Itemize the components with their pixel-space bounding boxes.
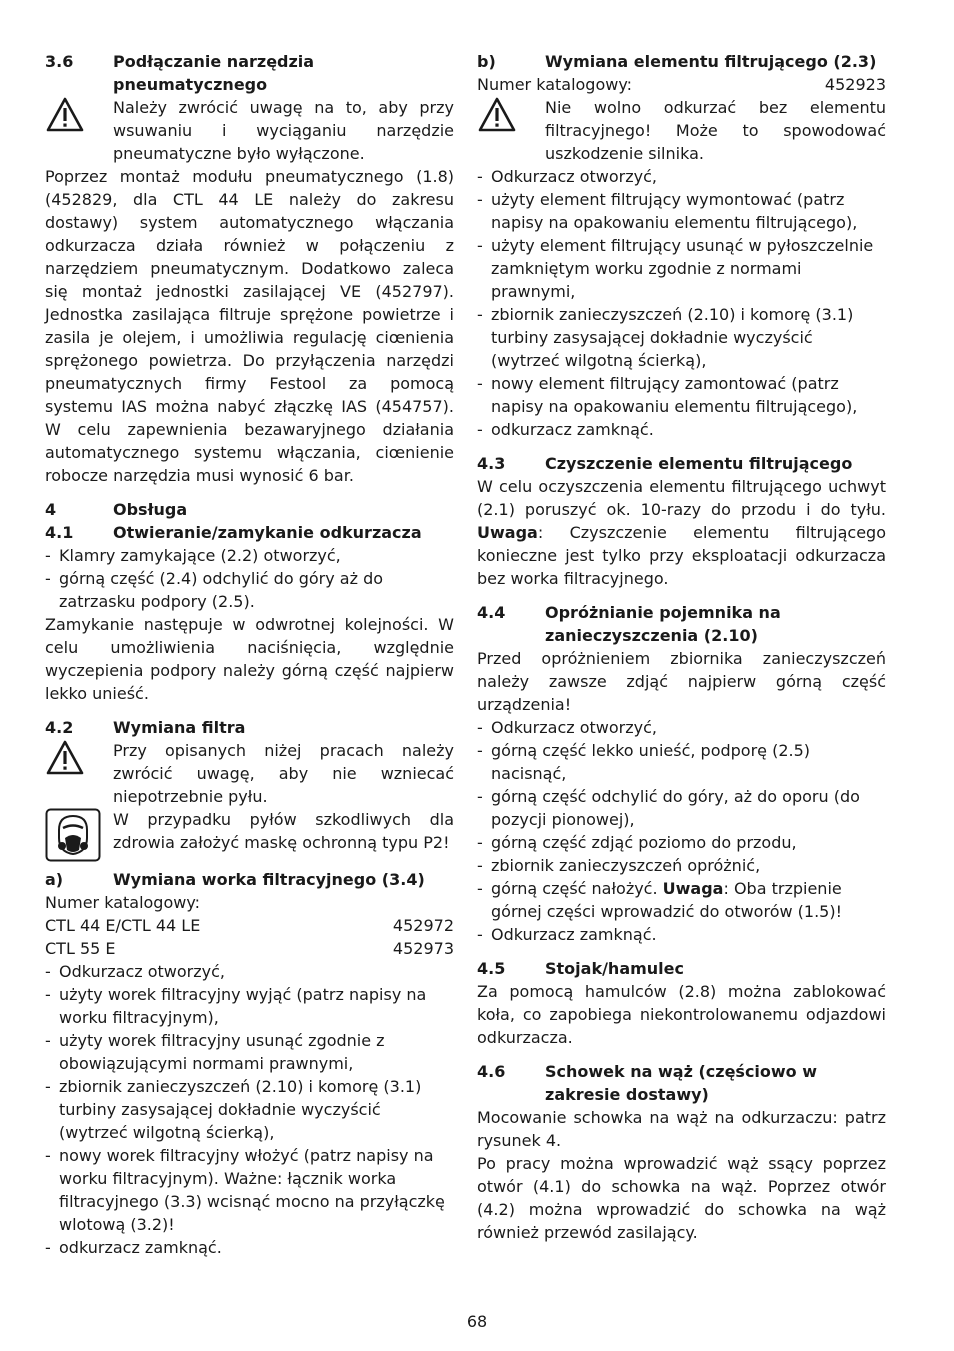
catalog-label: Numer katalogowy: (477, 75, 633, 94)
section-title: Obsługa (113, 500, 188, 519)
catalog-model: CTL 55 E (45, 939, 116, 958)
note-label: Uwaga (477, 523, 538, 542)
warning-triangle-icon (477, 96, 545, 165)
paragraph: Za pomocą hamulców (2.8) można zablokować koła, co zapobiega niekontrolowanemu odjazdowi odkurzacza. (477, 982, 886, 1047)
catalog-row (45, 937, 454, 960)
list-item: - użyty worek filtracyjny wyjąć (patrz napisy na worku filtracyjnym), (45, 983, 454, 1029)
mask-block (45, 808, 454, 868)
list-item: - Odkurzacz otworzyć, (45, 960, 454, 983)
list-item: - użyty element filtrujący wymontować (patrz napisy na opakowaniu elementu filtrującego), (477, 188, 886, 234)
section-number: 4.5 (477, 959, 506, 978)
section-number: a) (45, 870, 64, 889)
section-heading-4 (45, 498, 454, 521)
mask-warning-text: W przypadku pyłów szkodliwych dla zdrowia założyć maskę ochronną typu P2! (113, 810, 454, 852)
section-number: 4.3 (477, 454, 506, 473)
catalog-model: CTL 44 E/CTL 44 LE (45, 916, 201, 935)
warning-triangle-icon (45, 96, 113, 165)
list-item: - odkurzacz zamknąć. (477, 418, 886, 441)
warning-block (477, 96, 886, 165)
step-list (477, 716, 886, 946)
section-heading-4-1 (45, 521, 454, 544)
list-item: - Odkurzacz otworzyć, (477, 165, 886, 188)
warning-text: Przy opisanych niżej pracach należy zwrócić uwagę, aby nie wzniecać niepotrzebnie pyłu. (113, 741, 454, 806)
paragraph: Po pracy można wprowadzić wąż ssący poprzez otwór (4.1) do schowka na wąż. Poprzez otwór (4.2) można wprowadzić do schowka na wąż również przewód zasilający. (477, 1154, 886, 1242)
section-number: 4.4 (477, 603, 506, 622)
section-number: 3.6 (45, 52, 74, 71)
list-item: - zbiornik zanieczyszczeń opróżnić, (477, 854, 886, 877)
section-number: 4.1 (45, 523, 74, 542)
list-item: - górną część zdjąć poziomo do przodu, (477, 831, 886, 854)
respirator-mask-icon (45, 808, 113, 868)
catalog-code: 452923 (824, 75, 886, 94)
list-item: - nowy element filtrujący zamontować (patrz napisy na opakowaniu elementu filtrującego), (477, 372, 886, 418)
catalog-row (45, 914, 454, 937)
list-item: - górną część (2.4) odchylić do góry aż do zatrzasku podpory (2.5). (45, 567, 454, 613)
list-item-text: górną część nałożyć. (491, 879, 663, 898)
page-number: 68 (466, 1312, 488, 1331)
warning-text: Należy zwrócić uwagę na to, aby przy wsuwaniu i wyciąganiu narzędzie pneumatyczne było wyłączone. (113, 98, 454, 163)
list-item: - Odkurzacz zamknąć. (477, 923, 886, 946)
section-heading-a (45, 868, 454, 891)
section-heading-b (477, 50, 886, 73)
section-number: 4.2 (45, 718, 74, 737)
right-column (477, 50, 886, 1244)
section-title: Opróżnianie pojemnika na zanieczyszczenia (2.10) (545, 603, 781, 645)
list-item: - górną część lekko unieść, podporę (2.5) nacisnąć, (477, 739, 886, 785)
left-column (45, 50, 454, 1259)
section-heading-4-4 (477, 601, 886, 647)
catalog-label: Numer katalogowy: (45, 893, 201, 912)
paragraph: Przed opróżnieniem zbiornika zanieczyszczeń należy zawsze zdjąć najpierw górną część urządzenia! (477, 649, 886, 714)
section-title: Stojak/hamulec (545, 959, 684, 978)
section-heading-4-2 (45, 716, 454, 739)
paragraph-text: W celu oczyszczenia elementu filtrującego uchwyt (2.1) poruszyć ok. 10-razy do przodu i do tyłu. (477, 477, 886, 519)
section-number: b) (477, 52, 496, 71)
section-title: Otwieranie/zamykanie odkurzacza (113, 523, 422, 542)
warning-block (45, 739, 454, 808)
section-title: Wymiana filtra (113, 718, 246, 737)
list-item: - nowy worek filtracyjny włożyć (patrz napisy na worku filtracyjnym). Ważne: łącznik worka filtracyjnego (3.3) wcisnąć mocno na przyłączkę wlotową (3.2)! (45, 1144, 454, 1236)
warning-triangle-icon (45, 739, 113, 808)
list-item: - odkurzacz zamknąć. (45, 1236, 454, 1259)
section-heading-3-6 (45, 50, 454, 96)
list-item (477, 877, 886, 923)
section-number: 4 (45, 500, 57, 519)
paragraph (477, 475, 886, 590)
section-heading-4-6 (477, 1060, 886, 1106)
section-title: Wymiana worka filtracyjnego (3.4) (113, 870, 425, 889)
section-heading-4-5 (477, 957, 886, 980)
section-title: Schowek na wąż (częściowo w zakresie dostawy) (545, 1062, 818, 1104)
catalog-code: 452973 (392, 939, 454, 958)
list-item: - zbiornik zanieczyszczeń (2.10) i komorę (3.1) turbiny zasysającej dokładnie wyczyścić (wytrzeć wilgotną ścierką), (45, 1075, 454, 1144)
section-number: 4.6 (477, 1062, 506, 1081)
list-item: - Odkurzacz otworzyć, (477, 716, 886, 739)
list-item: - użyty worek filtracyjny usunąć zgodnie z obowiązującymi normami prawnymi, (45, 1029, 454, 1075)
list-item-text: : Oba trzpienie górnej części wprowadzić do otworów (1.5)! (491, 879, 842, 921)
section-title: Wymiana elementu filtrującego (2.3) (545, 52, 877, 71)
warning-block (45, 96, 454, 165)
paragraph: Mocowanie schowka na wąż na odkurzaczu: patrz rysunek 4. (477, 1108, 886, 1150)
step-list (45, 544, 454, 613)
note-text: : Czyszczenie elementu filtrującego konieczne jest tylko przy eksploatacji odkurzacza bez worka filtracyjnego. (477, 523, 886, 588)
section-title: Podłączanie narzędzia pneumatycznego (113, 52, 315, 94)
step-list (45, 960, 454, 1259)
catalog-code: 452972 (392, 916, 454, 935)
note-label: Uwaga (662, 879, 724, 898)
list-item: - Klamry zamykające (2.2) otworzyć, (45, 544, 454, 567)
list-item: - górną część odchylić do góry, aż do oporu (do pozycji pionowej), (477, 785, 886, 831)
list-item: - zbiornik zanieczyszczeń (2.10) i komorę (3.1) turbiny zasysającej dokładnie wyczyścić (wytrzeć wilgotną ścierką), (477, 303, 886, 372)
section-title: Czyszczenie elementu filtrującego (545, 454, 853, 473)
paragraph: Zamykanie następuje w odwrotnej kolejności. W celu umożliwienia naciśnięcia, względnie wyczepienia podpory należy górną część najpierw lekko unieść. (45, 615, 454, 703)
list-item: - użyty element filtrujący usunąć w pyłoszczelnie zamkniętym worku zgodnie z normami prawnymi, (477, 234, 886, 303)
catalog-row (477, 73, 886, 96)
step-list (477, 165, 886, 441)
warning-text: Nie wolno odkurzać bez elementu filtracyjnego! Może to spowodować uszkodzenie silnika. (545, 98, 886, 163)
paragraph: Poprzez montaż modułu pneumatycznego (1.8) (452829, dla CTL 44 LE należy do zakresu dostawy) system automatycznego włączania odkurzacza działa również w połączeniu z narzędziem pneumatycznym. Dodatkowo zaleca się montaż jednostki zasilającej VE (452797). Jednostka zasilająca filtruje sprężone powietrze i zasila je olejem, i umożliwia regulację ciœnienia sprężonego powietrza. Do przyłączenia narzędzi pneumatycznych firmy Festool za pomocą systemu IAS można nabyć złączkę IAS (454757). W celu zapewnienia bezawaryjnego działania automatycznego systemu włączania, ciœnienie robocze narzędzia musi wynosić 6 bar. (45, 167, 454, 485)
section-heading-4-3 (477, 452, 886, 475)
